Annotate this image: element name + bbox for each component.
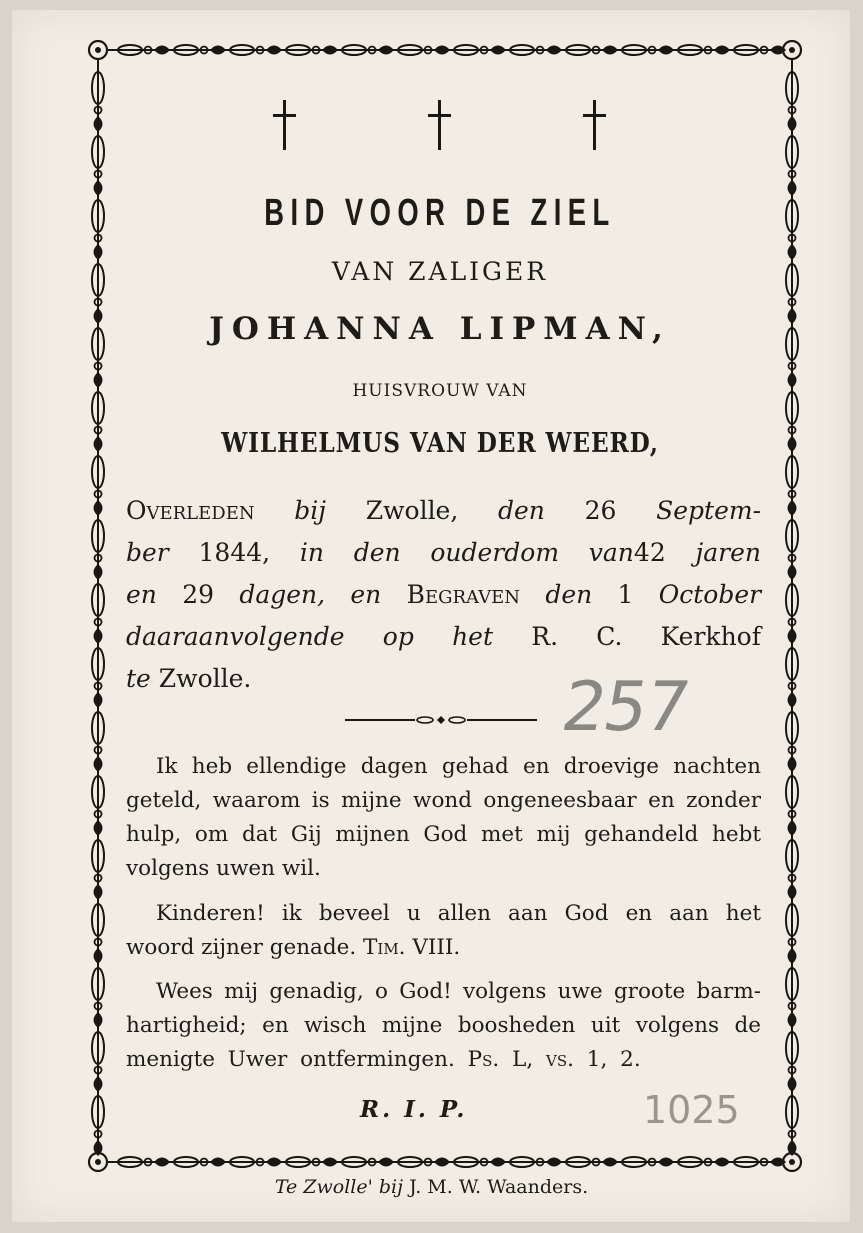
- verse-line: Kinderen! ik beveel u allen aan God en aan het: [156, 901, 761, 926]
- border-motif: [789, 47, 795, 53]
- word: en: [350, 580, 382, 609]
- border-motif: [94, 116, 103, 132]
- border-motif: [94, 820, 103, 836]
- handwritten-number: 257: [556, 668, 694, 747]
- border-motif: [94, 1012, 103, 1028]
- word: in den ouderdom van: [299, 538, 634, 567]
- border-motif: [788, 180, 797, 196]
- border-motif: [788, 948, 797, 964]
- border-motif: [788, 692, 797, 708]
- border-motif: [788, 1012, 797, 1028]
- border-motif: [788, 116, 797, 132]
- border-motif: [714, 1158, 730, 1167]
- death-line: [126, 616, 761, 658]
- word: R. C. Kerkhof: [531, 622, 761, 651]
- border-motif: [789, 1159, 795, 1165]
- border-motif: [490, 46, 506, 55]
- word: den: [498, 496, 545, 525]
- word: ber: [126, 538, 169, 567]
- border-motif: [378, 46, 394, 55]
- border-motif: [322, 1158, 338, 1167]
- word: 42: [633, 538, 666, 567]
- border-motif: [94, 372, 103, 388]
- verse-line: Wees mij genadig, o God! volgens uwe groote barm-: [156, 979, 761, 1004]
- relation: HUISVROUW VAN: [352, 381, 528, 401]
- border-motif: [322, 46, 338, 55]
- border-motif: [94, 692, 103, 708]
- border-motif: [95, 1159, 101, 1165]
- border-motif: [788, 372, 797, 388]
- word: ,: [262, 538, 271, 567]
- border-motif: [94, 884, 103, 900]
- cross-icon: [580, 100, 610, 152]
- border-motif: [788, 756, 797, 772]
- divider-ornament: [345, 710, 537, 730]
- word: het: [452, 622, 494, 651]
- verse-2: [126, 897, 761, 965]
- word: 26: [584, 496, 617, 525]
- word: October: [658, 580, 762, 609]
- word: 1844: [198, 538, 263, 567]
- border-motif: [434, 46, 450, 55]
- word: bij: [294, 496, 327, 525]
- word: Zwolle,: [365, 496, 459, 525]
- border-motif: [788, 564, 797, 580]
- verse-line: Ik heb ellendige dagen gehad en droevige nachten: [156, 754, 761, 779]
- border-motif: [788, 820, 797, 836]
- border-motif: [788, 244, 797, 260]
- border-motif: [434, 1158, 450, 1167]
- rip-text: R. I. P.: [360, 1096, 468, 1123]
- border-motif: [266, 1158, 282, 1167]
- border-motif: [788, 884, 797, 900]
- verse-text: woord zijner genade.: [126, 935, 357, 960]
- word: Overleden: [126, 496, 255, 525]
- verse-3: [126, 975, 761, 1077]
- verse-line: [126, 1043, 761, 1077]
- border-motif: [154, 46, 170, 55]
- border-motif: [94, 948, 103, 964]
- verse-line: hulp, om dat Gij mijnen God met mij gehandeld hebt: [126, 822, 761, 847]
- border-motif: [94, 564, 103, 580]
- border-motif: [788, 308, 797, 324]
- word: den: [545, 580, 593, 609]
- cross-icon: [270, 100, 300, 152]
- border-motif: [490, 1158, 506, 1167]
- border-motif: [210, 1158, 226, 1167]
- word: Begraven: [406, 580, 521, 609]
- verse-reference: Tim. VIII.: [363, 935, 461, 960]
- border-motif: [788, 628, 797, 644]
- verse-reference: Ps. L, vs. 1, 2.: [467, 1047, 641, 1072]
- border-motif: [602, 1158, 618, 1167]
- border-motif: [788, 1076, 797, 1092]
- border-motif: [94, 628, 103, 644]
- border-motif: [714, 46, 730, 55]
- border-motif: [602, 46, 618, 55]
- border-motif: [154, 1158, 170, 1167]
- death-line: [126, 490, 761, 532]
- death-line: [126, 532, 761, 574]
- word: Zwolle.: [158, 664, 252, 693]
- word: op: [382, 622, 414, 651]
- word: Septem-: [656, 496, 762, 525]
- word: jaren: [695, 538, 762, 567]
- border-motif: [94, 436, 103, 452]
- deceased-name: JOHANNA LIPMAN,: [209, 311, 671, 347]
- title: BID VOOR DE ZIEL: [264, 192, 616, 234]
- word: dagen,: [239, 580, 326, 609]
- word: 1: [617, 580, 634, 609]
- verse-line: volgens uwen wil.: [126, 856, 321, 881]
- border-motif: [788, 436, 797, 452]
- border-motif: [210, 46, 226, 55]
- border-motif: [658, 46, 674, 55]
- verse-line: hartigheid; en wisch mijne boosheden uit volgens de: [126, 1013, 761, 1038]
- verse-text: menigte Uwer ontfermingen.: [126, 1047, 455, 1072]
- border-motif: [94, 500, 103, 516]
- word: te: [126, 664, 151, 693]
- border-motif: [94, 756, 103, 772]
- border-motif: [378, 1158, 394, 1167]
- printer-name: J. M. W. Waanders.: [409, 1176, 589, 1198]
- husband-name: WILHELMUS VAN DER WEERD,: [221, 428, 659, 459]
- subtitle: VAN ZALIGER: [331, 257, 549, 286]
- verse-1: [126, 750, 761, 886]
- printer-place: Te Zwolle' bij: [274, 1176, 404, 1198]
- crosses-row: [270, 100, 610, 160]
- border-motif: [788, 500, 797, 516]
- handwritten-number-2: 1025: [643, 1088, 740, 1132]
- border-motif: [658, 1158, 674, 1167]
- border-motif: [94, 308, 103, 324]
- border-motif: [94, 180, 103, 196]
- printer-line: [0, 1176, 863, 1198]
- word: daaraanvolgende: [126, 622, 345, 651]
- border-motif: [94, 244, 103, 260]
- word: en: [126, 580, 157, 609]
- cross-icon: [425, 100, 455, 152]
- border-motif: [546, 46, 562, 55]
- death-line: [126, 574, 761, 616]
- border-motif: [94, 1076, 103, 1092]
- border-motif: [266, 46, 282, 55]
- border-motif: [546, 1158, 562, 1167]
- border-motif: [95, 47, 101, 53]
- verse-line: geteld, waarom is mijne wond ongeneesbaar en zonder: [126, 788, 761, 813]
- word: 29: [182, 580, 215, 609]
- verse-line: [126, 931, 761, 965]
